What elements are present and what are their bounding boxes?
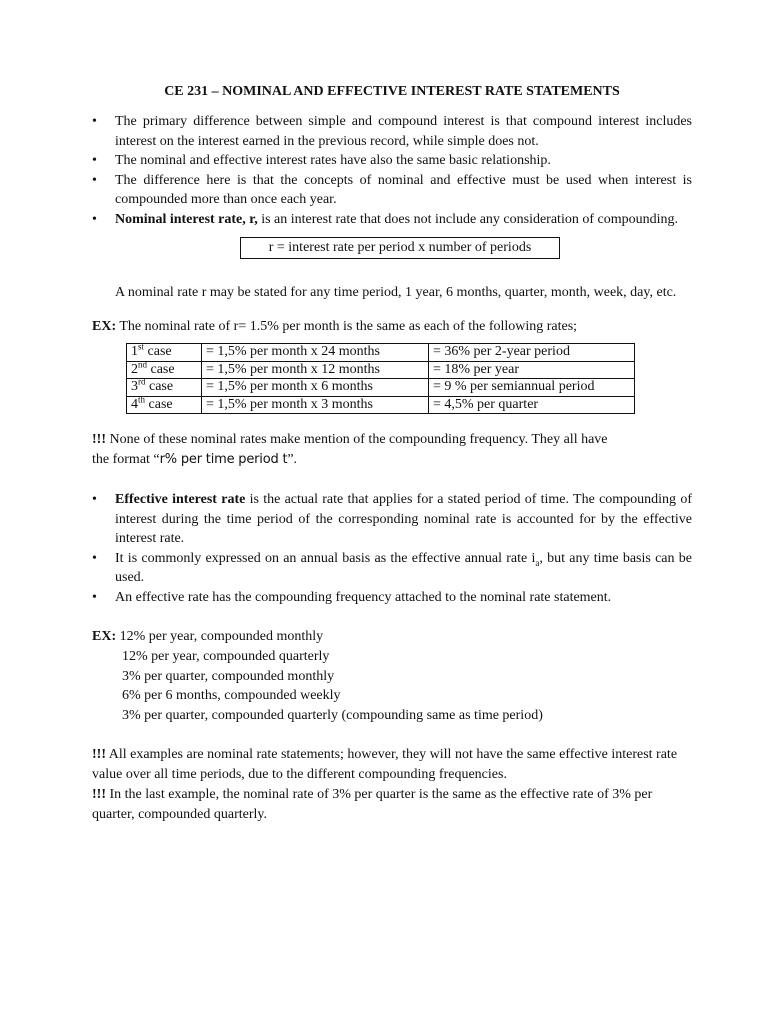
bullet-icon: • [92,114,97,129]
warning-mark: !!! [92,747,106,762]
calc-cell: = 1,5% per month x 6 months [202,379,429,397]
calc-cell: = 1,5% per month x 24 months [202,344,429,362]
note-3: !!! In the last example, the nominal rate of 3% per quarter is the same as the effective rate of 3% per quarter, compounded quarterly. [92,787,653,822]
bullet-text: The primary difference between simple and compound interest is that compound interest includes interest on the interest earned in the previous record, while simple does not. [115,114,692,149]
bullet-text: It is commonly expressed on an annual basis as the effective annual rate i [115,550,536,566]
bullet-icon: • [92,172,97,188]
term-effective-rate: Effective interest rate [115,492,246,507]
bullet-text: is the actual rate that applies for a stated period of time. The compounding of interest during the time period of the corresponding nominal rate is accounted for by the effective interest rate. [115,492,692,546]
list-item [92,151,692,171]
bullet-icon: • [92,492,97,507]
table-row [127,379,635,397]
list-item: 12% per year, compounded quarterly [122,649,330,664]
list-item: 6% per 6 months, compounded weekly [122,688,341,703]
bullet-text: is an interest rate that does not include any consideration of compounding. [257,211,678,227]
formula-container [92,237,692,259]
case-cell: 3rd case [127,379,202,397]
bullet-icon: • [92,550,97,566]
nominal-paragraph: A nominal rate r may be stated for any time period, 1 year, 6 months, quarter, month, week, day, etc. [115,285,677,300]
example-label: EX: [92,319,117,334]
example-1-line [92,317,692,337]
bullet-text: The difference here is that the concepts of nominal and effective must be used when interest is compounded more than once each year. [115,172,692,207]
formula-box: r = interest rate per period x number of periods [240,237,561,259]
format-text: r% per time period t [159,452,288,467]
calc-cell: = 1,5% per month x 3 months [202,396,429,414]
intro-bullet-list [92,112,692,229]
list-item: • It is commonly expressed on an annual basis as the effective annual rate $i_a$, but any time basis can be used. [92,550,692,585]
list-item [92,490,692,549]
warning-mark: !!! [92,787,106,802]
bullet-text: An effective rate has the compounding frequency attached to the nominal rate statement. [115,589,612,605]
list-item [92,210,692,230]
list-item: 3% per quarter, compounded quarterly (compounding same as time period) [122,707,543,723]
result-cell: = 36% per 2-year period [429,344,635,362]
example-text: The nominal rate of r= 1.5% per month is the same as each of the following rates; [116,319,578,334]
note-1: !!! None of these nominal rates make mention of the compounding frequency. They all have the format “r% per time period t”. [92,432,608,467]
bullet-icon: • [92,153,97,168]
case-cell: 2nd case [127,361,202,379]
case-cell: 1st case [127,344,202,362]
case-cell: 4th case [127,396,202,414]
example-2-line: EX: 12% per year, compounded monthly [92,629,324,644]
table-row [127,396,635,414]
calc-cell: = 1,5% per month x 12 months [202,361,429,379]
table-row [127,344,635,362]
list-item [92,112,692,151]
note-2: !!! All examples are nominal rate statements; however, they will not have the same effective interest rate value over all time periods, due to the different compounding frequencies. [92,747,678,782]
bullet-text: The nominal and effective interest rates have also the same basic relationship. [115,153,551,168]
page-title: CE 231 – NOMINAL AND EFFECTIVE INTEREST RATE STATEMENTS [164,84,620,99]
bullet-icon: • [92,211,97,227]
example-label: EX: [92,629,117,644]
result-cell: = 9 % per semiannual period [429,379,635,397]
effective-bullet-list [92,490,692,607]
table-row [127,361,635,379]
list-item [92,171,692,210]
result-cell: = 18% per year [429,361,635,379]
term-nominal-rate: Nominal interest rate, r, [115,211,258,227]
list-item [92,588,692,608]
warning-mark: !!! [92,432,106,447]
cases-table [126,343,635,414]
bullet-icon: • [92,589,97,605]
result-cell: = 4,5% per quarter [429,396,635,414]
example-2-list [92,647,692,725]
list-item: 3% per quarter, compounded monthly [122,668,335,684]
